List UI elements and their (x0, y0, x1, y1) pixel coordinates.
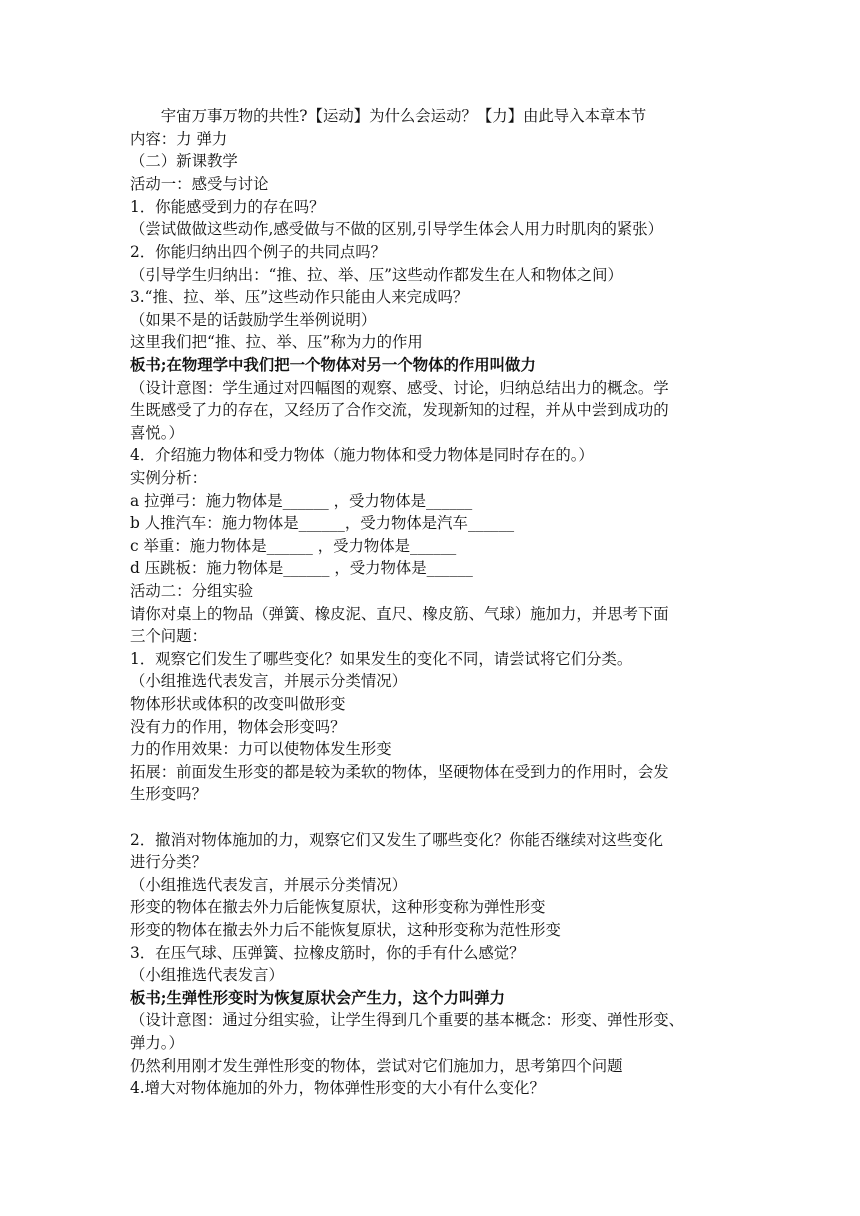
topic-line: 内容：力 弹力 (130, 130, 228, 148)
design-intent-line: 弹力。） (130, 1034, 184, 1052)
board-note: 板书;在物理学中我们把一个物体对另一个物体的作用叫做力 (130, 356, 536, 374)
note-line: （小组推选代表发言，并展示分类情况） (130, 672, 408, 690)
text-line: 生形变吗？ (130, 785, 207, 803)
question-4-followup: 4.增大对物体施加的外力，物体弹性形变的大小有什么变化？ (130, 1079, 545, 1097)
design-intent-line: 生既感受了力的存在，又经历了合作交流，发现新知的过程，并从中尝到成功的 (130, 401, 669, 419)
example-heading: 实例分析： (130, 469, 207, 487)
note-line: （小组推选代表发言，并展示分类情况） (130, 876, 408, 894)
note-line: （尝试做做这些动作,感受做与不做的区别,引导学生体会人用力时肌肉的紧张） (130, 220, 664, 238)
example-c: c 举重：施力物体是______ ，受力物体是______ (130, 537, 457, 555)
activity-one-heading: 活动一：感受与讨论 (130, 175, 269, 193)
text-line: 形变的物体在撤去外力后不能恢复原状，这种形变称为范性形变 (130, 921, 561, 939)
example-d: d 压跳板：施力物体是______ ，受力物体是______ (130, 559, 473, 577)
note-line: （如果不是的话鼓励学生举例说明） (130, 311, 377, 329)
experiment-question-2: 2．撤消对物体施加的力，观察它们又发生了哪些变化？你能否继续对这些变化 (130, 831, 664, 849)
question-3: 3.“推、拉、举、压”这些动作只能由人来完成吗？ (130, 288, 469, 306)
board-note: 板书;生弹性形变时为恢复原状会产生力，这个力叫弹力 (130, 989, 506, 1007)
activity-two-heading: 活动二：分组实验 (130, 582, 254, 600)
text-line: 形变的物体在撤去外力后能恢复原状，这种形变称为弹性形变 (130, 898, 546, 916)
example-b: b 人推汽车：施力物体是______，受力物体是汽车______ (130, 514, 515, 532)
text-line: 拓展：前面发生形变的都是较为柔软的物体，坚硬物体在受到力的作用时，会发 (130, 763, 669, 781)
text-line: 这里我们把“推、拉、举、压”称为力的作用 (130, 333, 423, 351)
note-line: （小组推选代表发言） (130, 966, 284, 984)
question-2: 2．你能归纳出四个例子的共同点吗？ (130, 243, 387, 261)
text-line: 三个问题： (130, 627, 207, 645)
design-intent-line: （设计意图：通过分组实验，让学生得到几个重要的基本概念：形变、弹性形变、 (130, 1011, 685, 1029)
section-heading: （二）新课教学 (130, 152, 238, 170)
design-intent-line: （设计意图：学生通过对四幅图的观察、感受、讨论，归纳总结出力的概念。学 (130, 379, 669, 397)
text-line: 物体形状或体积的改变叫做形变 (130, 695, 346, 713)
question-1: 1．你能感受到力的存在吗？ (130, 198, 325, 216)
intro-line: 宇宙万事万物的共性?【运动】为什么会运动？【力】由此导入本章本节 (130, 107, 647, 125)
text-line: 没有力的作用，物体会形变吗？ (130, 718, 346, 736)
text-line: 力的作用效果：力可以使物体发生形变 (130, 740, 392, 758)
experiment-question-3: 3．在压气球、压弹簧、拉橡皮筋时，你的手有什么感觉？ (130, 944, 525, 962)
text-line: 仍然利用刚才发生弹性形变的物体，尝试对它们施加力，思考第四个问题 (130, 1057, 623, 1075)
text-line: 进行分类？ (130, 853, 207, 871)
note-line: （引导学生归纳出：“推、拉、举、压”这些动作都发生在人和物体之间） (130, 266, 623, 284)
question-4: 4．介绍施力物体和受力物体（施力物体和受力物体是同时存在的。） (130, 446, 594, 464)
text-line: 请你对桌上的物品（弹簧、橡皮泥、直尺、橡皮筋、气球）施加力，并思考下面 (130, 605, 669, 623)
design-intent-line: 喜悦。） (130, 424, 184, 442)
example-a: a 拉弹弓：施力物体是______ ，受力物体是______ (130, 492, 473, 510)
experiment-question-1: 1．观察它们发生了哪些变化？如果发生的变化不同，请尝试将它们分类。 (130, 650, 633, 668)
